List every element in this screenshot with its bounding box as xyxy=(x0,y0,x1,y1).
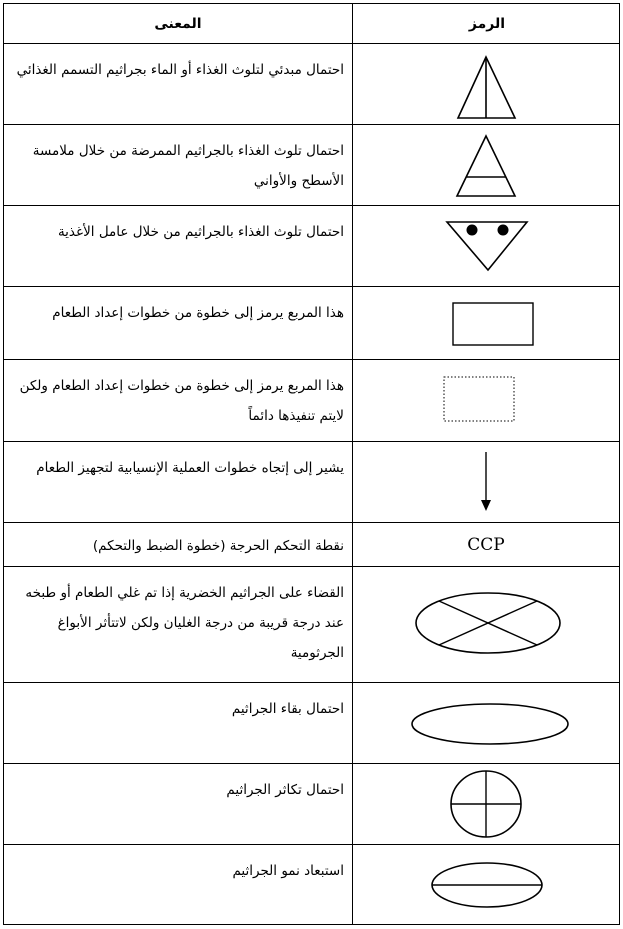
meaning-text: احتمال تلوث الغذاء بالجراثيم الممرضة من خلال ملامسة الأسطح والأواني xyxy=(32,143,344,189)
meaning-text: هذا المربع يرمز إلى خطوة من خطوات إعداد الطعام ولكن لايتم تنفيذها دائماً xyxy=(19,378,344,424)
down-arrow-icon xyxy=(355,448,617,514)
meaning-text: احتمال مبدئي لتلوث الغذاء أو الماء بجراثيم التسمم الغذائي xyxy=(16,62,344,78)
ccp-label: CCP xyxy=(467,535,505,555)
meaning-text: احتمال بقاء الجراثيم xyxy=(231,701,344,717)
meaning-text: يشير إلى إتجاه خطوات العملية الإنسيابية لتجهيز الطعام xyxy=(36,460,344,476)
inverted-triangle-dots-icon xyxy=(355,214,617,274)
meaning-text: هذا المربع يرمز إلى خطوة من خطوات إعداد الطعام xyxy=(52,305,344,321)
meaning-text: القضاء على الجراثيم الخضرية إذا تم غلي الطعام أو طبخه عند درجة قريبة من درجة الغليان ولكن لاتتأثر الأبواغ الجرثومية xyxy=(25,585,344,661)
triangle-split-icon xyxy=(355,52,617,122)
crossed-ellipse-icon xyxy=(355,590,617,656)
meaning-text: استبعاد نمو الجراثيم xyxy=(232,863,344,879)
meaning-text: نقطة التحكم الحرجة (خطوة الضبط والتحكم) xyxy=(92,538,344,554)
ellipse-icon xyxy=(355,701,617,747)
dotted-square-icon xyxy=(355,374,617,424)
symbol-header: الرمز xyxy=(468,16,506,32)
triangle-band-icon xyxy=(355,131,617,201)
halved-ellipse-icon xyxy=(355,860,617,910)
meaning-text: احتمال تكاثر الجراثيم xyxy=(226,782,344,798)
solid-square-icon xyxy=(355,300,617,348)
meaning-text: احتمال تلوث الغذاء بالجراثيم من خلال عامل الأغذية xyxy=(57,224,344,240)
quartered-circle-icon xyxy=(355,767,617,841)
meaning-header: المعنى xyxy=(154,16,202,32)
